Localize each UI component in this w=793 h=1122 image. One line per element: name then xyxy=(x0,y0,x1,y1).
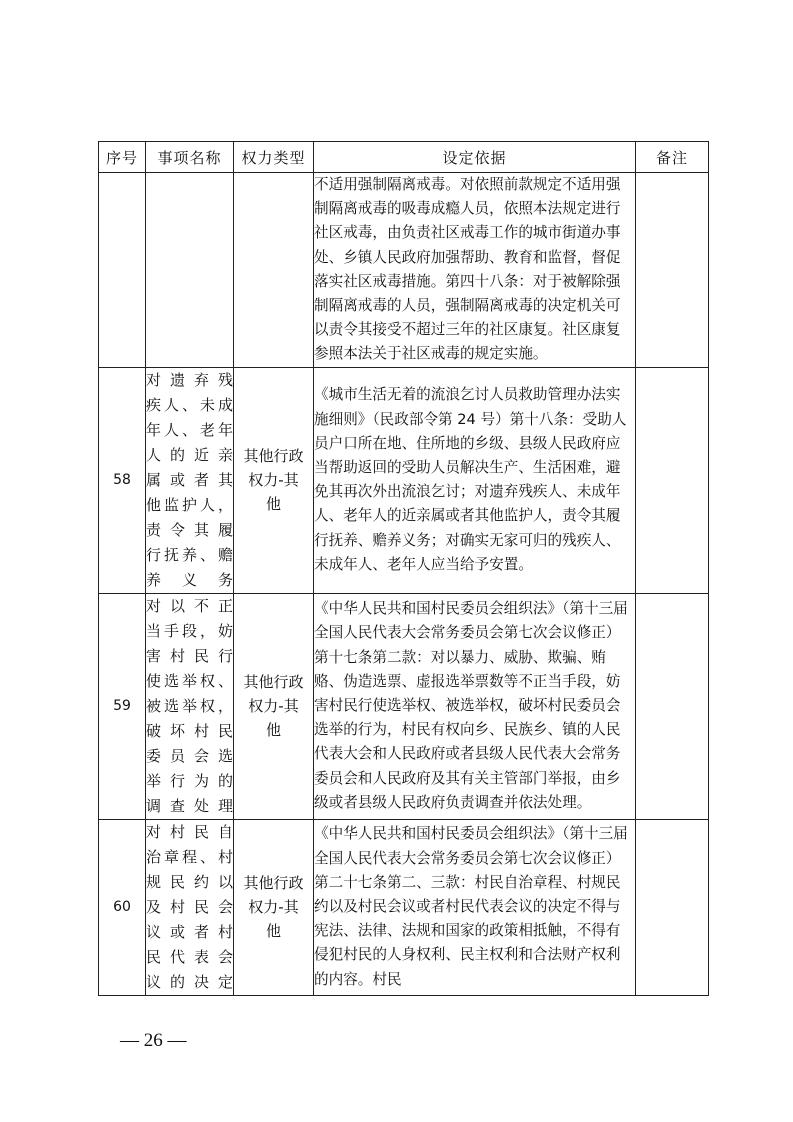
page-number: — 26 — xyxy=(120,1030,187,1051)
row-basis: 《城市生活无着的流浪乞讨人员救助管理办法实施细则》（民政部令第 24 号）第十八条：受助人员户口所在地、住所地的乡级、县级人民政府应当帮助返回的受助人员解决生产、生活困难，避免其再次外出流浪乞讨；对遗弃残疾人、未成年人、老年人的近亲属或者其他监护人，责令其履行抚养、赡养义务；对确实无家可归的残疾人、未成年人、老年人应当给予安置。 xyxy=(314,367,636,593)
item-name-line: 调查处理 xyxy=(146,796,233,815)
row-item-name xyxy=(146,367,234,593)
item-name-line: 治章程、村 xyxy=(146,847,233,866)
power-type-line: 权力-其 xyxy=(248,697,299,716)
row-basis: 《中华人民共和国村民委员会组织法》（第十三届全国人民代表大会常务委员会第七次会议修正）第十七条第二款：对以暴力、威胁、欺骗、贿赂、伪造选票、虚报选举票数等不正当手段，妨害村民行使选举权、被选举权，破坏村民委员会选举的行为，村民有权向乡、民族乡、镇的人民代表大会和人民政府或者县级人民代表大会常务委员会和人民政府及其有关主管部门举报，由乡级或者县级人民政府负责调查并依法处理。 xyxy=(314,593,636,819)
row-basis: 不适用强制隔离戒毒。对依照前款规定不适用强制隔离戒毒的吸毒成瘾人员，依照本法规定进行社区戒毒，由负责社区戒毒工作的城市街道办事处、乡镇人民政府加强帮助、教育和监督，督促落实社区戒毒措施。第四十八条：对于被解除强制隔离戒毒的人员，强制隔离戒毒的决定机关可以责令其接受不超过三年的社区康复。社区康复参照本法关于社区戒毒的规定实施。 xyxy=(314,173,636,368)
power-type-line: 其他行政 xyxy=(243,447,304,466)
power-type-line: 他 xyxy=(265,495,281,514)
item-name-line: 害村民行 xyxy=(146,646,233,665)
item-name-line: 行抚养、赡 xyxy=(146,545,233,564)
power-type-line: 他 xyxy=(265,721,281,740)
row-seq: 59 xyxy=(99,593,146,819)
row-seq: 58 xyxy=(99,367,146,593)
row-item-name xyxy=(146,173,234,368)
row-note xyxy=(636,593,709,819)
item-name-line: 议的决定 xyxy=(146,972,233,991)
header-item-name: 事项名称 xyxy=(146,142,234,173)
row-item-name xyxy=(146,593,234,819)
authority-table xyxy=(98,141,709,996)
row-note xyxy=(636,819,709,995)
table-row xyxy=(99,593,709,819)
table-row xyxy=(99,367,709,593)
row-seq xyxy=(99,173,146,368)
item-name-line: 议或者村 xyxy=(146,922,233,941)
item-name-line: 年人、老年 xyxy=(146,420,233,439)
row-basis: 《中华人民共和国村民委员会组织法》（第十三届全国人民代表大会常务委员会第七次会议修正）第二十七条第二、三款：村民自治章程、村规民约以及村民会议或者村民代表会议的决定不得与宪法、法律、法规和国家的政策相抵触，不得有侵犯村民的人身权利、民主权利和合法财产权利的内容。村民 xyxy=(314,819,636,995)
item-name-line: 养义务 xyxy=(146,570,233,589)
table-row xyxy=(99,173,709,368)
item-name-line: 对遗弃残 xyxy=(146,370,233,389)
item-name-line: 责令其履 xyxy=(146,520,233,539)
item-name-line: 人的近亲 xyxy=(146,445,233,464)
row-item-name xyxy=(146,819,234,995)
item-name-line: 对以不正 xyxy=(146,596,233,615)
header-seq: 序号 xyxy=(99,142,146,173)
item-name-line: 委员会选 xyxy=(146,746,233,765)
row-seq: 60 xyxy=(99,819,146,995)
row-note xyxy=(636,367,709,593)
power-type-line: 其他行政 xyxy=(243,874,304,893)
item-name-line: 疾人、未成 xyxy=(146,395,233,414)
power-type-line: 权力-其 xyxy=(248,898,299,917)
row-power-type xyxy=(234,367,314,593)
power-type-line: 其他行政 xyxy=(243,673,304,692)
row-note xyxy=(636,173,709,368)
item-name-line: 民代表会 xyxy=(146,947,233,966)
item-name-line: 破坏村民 xyxy=(146,721,233,740)
item-name-line: 被选举权， xyxy=(146,696,233,715)
power-type-line: 他 xyxy=(265,922,281,941)
item-name-line: 属或者其 xyxy=(146,470,233,489)
item-name-line: 他监护人， xyxy=(146,495,233,514)
item-name-line: 及村民会 xyxy=(146,897,233,916)
power-type-line: 权力-其 xyxy=(248,471,299,490)
header-power-type: 权力类型 xyxy=(234,142,314,173)
row-power-type xyxy=(234,593,314,819)
item-name-line: 使选举权、 xyxy=(146,671,233,690)
item-name-line: 规民约以 xyxy=(146,872,233,891)
item-name-line: 举行为的 xyxy=(146,771,233,790)
item-name-line: 对村民自 xyxy=(146,822,233,841)
row-power-type xyxy=(234,173,314,368)
row-power-type xyxy=(234,819,314,995)
header-note: 备注 xyxy=(636,142,709,173)
table-row xyxy=(99,819,709,995)
header-basis: 设定依据 xyxy=(314,142,636,173)
item-name-line: 当手段，妨 xyxy=(146,621,233,640)
header-row xyxy=(99,142,709,173)
